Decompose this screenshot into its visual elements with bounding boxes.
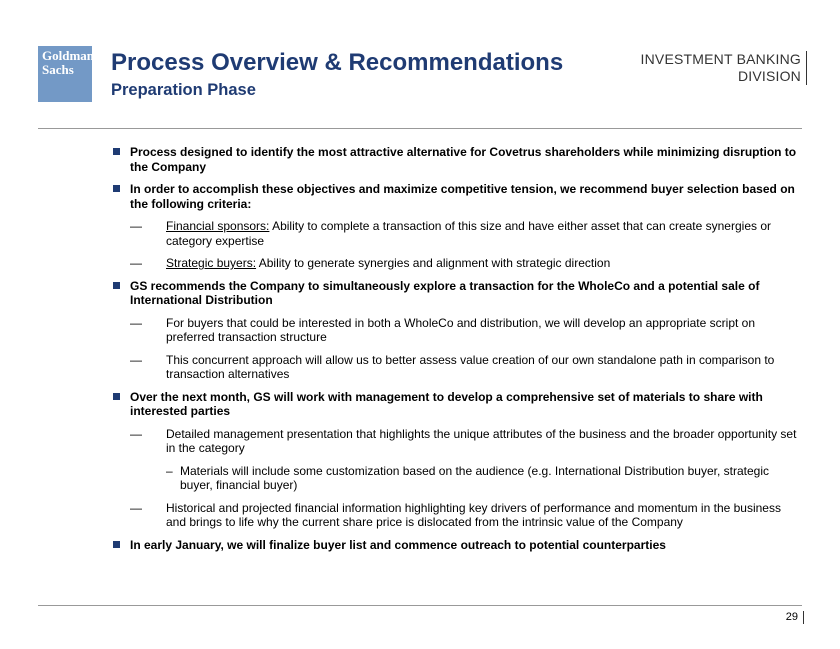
sub-bullet-text: This concurrent approach will allow us to better assess value creation of our own standalone path in comparison to transaction alternatives bbox=[166, 352, 775, 381]
dash-icon: — bbox=[130, 426, 142, 441]
bullet-list bbox=[113, 145, 803, 560]
sub-bullet-script bbox=[130, 316, 803, 345]
page-title: Process Overview & Recommendations bbox=[111, 49, 564, 76]
bullet-gs-recommendation bbox=[113, 279, 803, 308]
sub-bullet-financial-information bbox=[130, 501, 803, 530]
en-dash-icon: – bbox=[166, 463, 173, 478]
dash-icon: — bbox=[130, 500, 142, 515]
square-bullet-icon bbox=[113, 541, 120, 548]
division-label bbox=[641, 51, 807, 85]
bullet-text: Over the next month, GS will work with management to develop a comprehensive set of materials to share with interested parties bbox=[130, 389, 763, 418]
header-divider bbox=[38, 128, 802, 129]
bullet-text: GS recommends the Company to simultaneously explore a transaction for the WholeCo and a potential sale of International Distribution bbox=[130, 278, 760, 307]
logo-line-1: Goldman bbox=[42, 48, 95, 63]
sub-bullet-concurrent-approach bbox=[130, 353, 803, 382]
sub-bullet-text: Ability to generate synergies and alignment with strategic direction bbox=[256, 256, 611, 270]
bullet-text: Process designed to identify the most attractive alternative for Covetrus shareholders while minimizing disruption to the Company bbox=[130, 145, 797, 174]
square-bullet-icon bbox=[113, 185, 120, 192]
sub-bullet-text: Ability to complete a transaction of this size and have either asset that can create synergies or category expertise bbox=[166, 219, 771, 248]
sub-bullet-text: Detailed management presentation that highlights the unique attributes of the business and the broader opportunity set in the category bbox=[166, 426, 797, 455]
sub-bullet-text: For buyers that could be interested in both a WholeCo and distribution, we will develop an appropriate script on preferred transaction structure bbox=[166, 315, 756, 344]
bullet-buyer-selection bbox=[113, 182, 803, 211]
bullet-materials bbox=[113, 390, 803, 419]
page-subtitle: Preparation Phase bbox=[111, 81, 256, 99]
dash-icon: — bbox=[130, 315, 142, 330]
dash-icon: — bbox=[130, 352, 142, 367]
bullet-text: In early January, we will finalize buyer list and commence outreach to potential counterparties bbox=[130, 537, 666, 552]
bullet-text: In order to accomplish these objectives and maximize competitive tension, we recommend buyer selection based on the following criteria: bbox=[130, 182, 795, 211]
sub-bullet-management-presentation bbox=[130, 427, 803, 456]
bullet-outreach bbox=[113, 538, 803, 553]
goldman-sachs-logo bbox=[38, 46, 95, 102]
sub-sub-bullet-text: Materials will include some customization based on the audience (e.g. International Distribution buyer, strategic buyer, financial buyer) bbox=[180, 463, 769, 492]
division-line-1: INVESTMENT BANKING bbox=[640, 51, 801, 67]
square-bullet-icon bbox=[113, 282, 120, 289]
sub-sub-bullet-customization bbox=[166, 464, 803, 493]
square-bullet-icon bbox=[113, 393, 120, 400]
logo-line-2: Sachs bbox=[42, 62, 74, 77]
division-line-2: DIVISION bbox=[737, 68, 801, 84]
sub-bullet-strategic-buyers bbox=[130, 256, 803, 271]
dash-icon: — bbox=[130, 256, 142, 270]
dash-icon: — bbox=[130, 219, 142, 233]
footer-divider bbox=[38, 605, 802, 606]
bullet-process-design bbox=[113, 145, 803, 174]
sub-bullet-text: Historical and projected financial information highlighting key drivers of performance and momentum in the business and brings to life why the current share price is dislocated from the intrinsic value of the Company bbox=[166, 500, 781, 529]
square-bullet-icon bbox=[113, 148, 120, 155]
sub-bullet-label: Strategic buyers: bbox=[166, 256, 257, 270]
page-number: 29 bbox=[786, 611, 804, 624]
sub-bullet-label: Financial sponsors: bbox=[166, 219, 270, 233]
sub-bullet-financial-sponsors bbox=[130, 219, 803, 248]
